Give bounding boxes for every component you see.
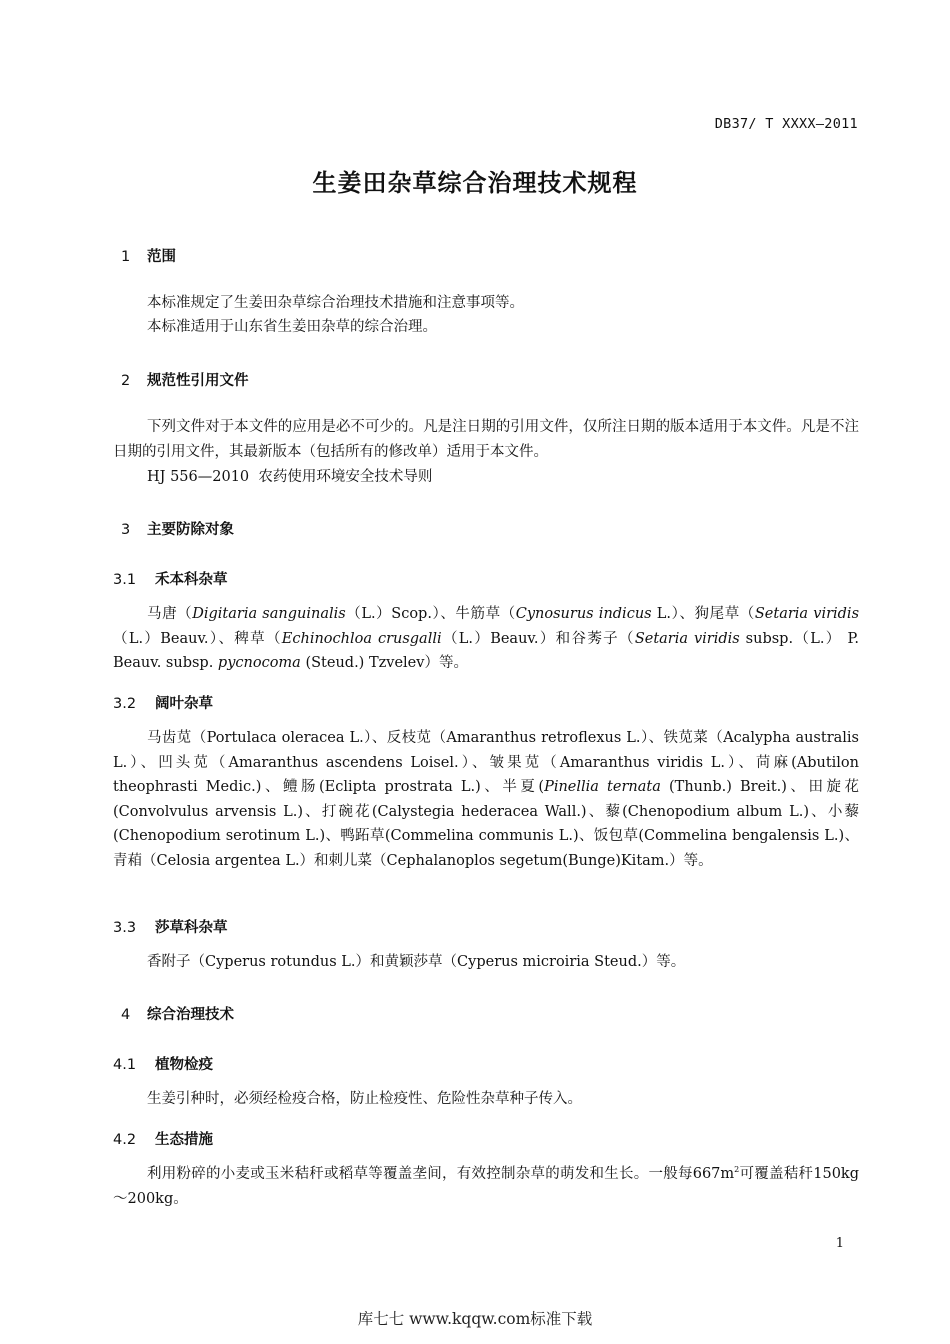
section-3-3-heading — [113, 916, 228, 937]
normative-reference: HJ 556—2010 农药使用环境安全技术导则 — [147, 469, 433, 485]
section-number: 4.1 — [113, 1057, 137, 1073]
section-number: 4 — [121, 1007, 131, 1023]
latin-name: pycnocoma — [217, 655, 301, 672]
section-1-line-1: 本标准规定了生姜田杂草综合治理技术措施和注意事项等。 — [147, 295, 524, 311]
latin-name: Setaria viridis — [634, 630, 740, 647]
quarantine-paragraph: 生姜引种时，必须经检疫合格，防止检疫性、危险性杂草种子传入。 — [147, 1091, 582, 1107]
section-title: 禾本科杂草 — [155, 572, 228, 588]
sedge-weeds-paragraph: 香附子（Cyperus rotundus L.）和黄颖莎草（Cyperus microiria Steud.）等。 — [147, 954, 686, 970]
section-number: 1 — [121, 249, 131, 265]
latin-name: Pinellia ternata — [544, 779, 661, 796]
section-title: 范围 — [147, 249, 176, 265]
page-title: 生姜田杂草综合治理技术规程 — [312, 169, 638, 197]
page-number: 1 — [835, 1236, 844, 1251]
section-title: 主要防除对象 — [147, 522, 234, 538]
section-title: 生态措施 — [155, 1132, 213, 1148]
superscript: 2 — [734, 1165, 740, 1174]
latin-name: Setaria viridis — [754, 606, 860, 622]
broadleaf-weeds-paragraph: 马齿苋（Portulaca oleracea L.）、反枝苋（Amaranthus retroflexus L.）、铁苋菜（Acalypha australis L.）、凹头苋（Amaranthus ascendens Loisel.）、皱果苋（Amaranthus viridis L.）、苘麻(Abutilon theophrasti Medic.)、鳢肠(Eclipta prostrata L.)、半夏(Pinellia ternata (Thunb.) Breit.)、田旋花(Convolvulus arvensis L.)、打碗花(Calystegia hederacea Wall.)、藜(Chenopodium album L.)、小藜(Chenopodium serotinum L.)、鸭跖草(Commelina communis L.)、饭包草(Commelina bengalensis L.)、青葙（Celosia argentea L.）和刺儿菜（Cephalanoplos segetum(Bunge)Kitam.）等。 — [113, 730, 859, 869]
section-1-heading — [113, 245, 176, 266]
section-1-line-2: 本标准适用于山东省生姜田杂草的综合治理。 — [147, 319, 437, 335]
section-title: 规范性引用文件 — [147, 373, 249, 389]
latin-name: Digitaria sanguinalis — [192, 606, 346, 622]
latin-name: Cynosurus indicus — [515, 606, 652, 622]
section-number: 3.2 — [113, 696, 137, 712]
section-3-1-heading — [113, 568, 228, 589]
section-number: 3 — [121, 522, 131, 538]
standard-code: DB37/ T XXXX—2011 — [714, 116, 858, 132]
section-2-heading — [113, 369, 249, 390]
section-4-1-heading — [113, 1053, 213, 1074]
section-title: 莎草科杂草 — [155, 920, 228, 936]
footer-watermark-text: 库七七 www.kqqw.com标准下载 — [357, 1310, 593, 1328]
section-number: 3.3 — [113, 920, 137, 936]
section-title: 阔叶杂草 — [155, 696, 213, 712]
grass-weeds-paragraph: 马唐（Digitaria sanguinalis（L.）Scop.）、牛筋草（Cynosurus indicus L.）、狗尾草（Setaria viridis（L.）Beauv.）、稗草（Echinochloa crusgalli（L.）Beauv.）和谷莠子（Setaria viridis subsp.（L.） P. Beauv. subsp. pycnocoma (Steud.) Tzvelev）等。 — [113, 606, 860, 672]
section-title: 综合治理技术 — [147, 1007, 234, 1023]
latin-name: Echinochloa crusgalli — [281, 630, 442, 647]
section-3-heading — [113, 518, 234, 539]
section-4-2-heading — [113, 1128, 213, 1149]
section-2-paragraph: 下列文件对于本文件的应用是必不可少的。凡是注日期的引用文件，仅所注日期的版本适用于本文件。凡是不注日期的引用文件，其最新版本（包括所有的修改单）适用于本文件。 — [113, 419, 859, 460]
section-title: 植物检疫 — [155, 1057, 213, 1073]
section-3-2-heading — [113, 692, 213, 713]
ecological-measures-paragraph: 利用粉碎的小麦或玉米秸秆或稻草等覆盖垄间，有效控制杂草的萌发和生长。一般每$667m^2$可覆盖秸秆150kg～200kg。 — [113, 1165, 859, 1207]
section-number: 4.2 — [113, 1132, 137, 1148]
section-4-heading — [113, 1003, 234, 1024]
section-number: 2 — [121, 373, 131, 389]
section-number: 3.1 — [113, 572, 137, 588]
